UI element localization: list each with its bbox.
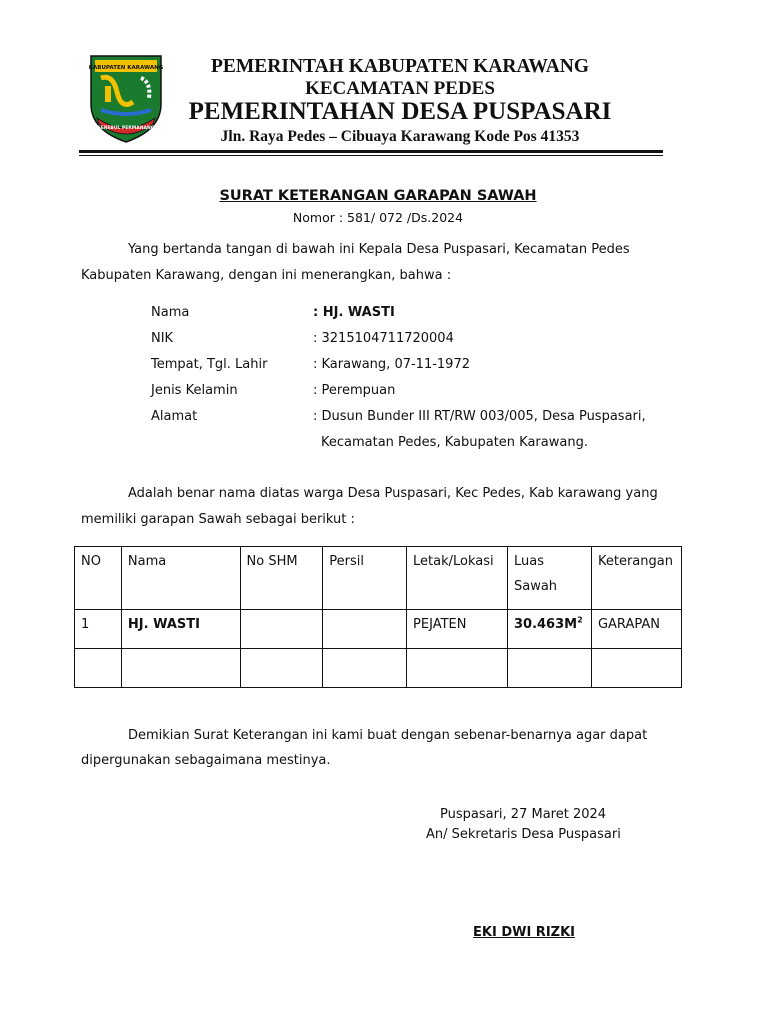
land-area-value: 30.463M <box>513 617 578 632</box>
table-cell <box>75 649 122 688</box>
table-header-luas: Luas <box>513 554 544 569</box>
closing-line-1: Demikian Surat Keterangan ini kami buat dengan sebenar-benarnya agar dapat <box>128 728 648 743</box>
table-cell <box>240 649 323 688</box>
closing-line-2: dipergunakan sebagaimana mestinya. <box>81 753 331 768</box>
intro-paragraph-line-2: Kabupaten Karawang, dengan ini menerangkan, bahwa : <box>81 268 452 283</box>
table-cell <box>323 610 407 649</box>
identity-value-gender: : Perempuan <box>313 383 396 398</box>
identity-label-address: Alamat <box>151 409 198 424</box>
table-header-cell: Persil <box>323 547 407 610</box>
table-header-row <box>75 547 682 610</box>
svg-text:SEREBUL PERMANANG: SEREBUL PERMANANG <box>97 126 155 131</box>
table-cell <box>507 649 591 688</box>
table-header-cell: No SHM <box>240 547 323 610</box>
regency-emblem-logo <box>87 52 165 144</box>
identity-label-name: Nama <box>151 305 190 320</box>
identity-value-name: : HJ. WASTI <box>313 305 395 320</box>
table-header-cell <box>507 547 591 610</box>
identity-value-address: : Dusun Bunder III RT/RW 003/005, Desa Puspasari, <box>313 409 646 424</box>
letterhead-village: PEMERINTAHAN DESA PUSPASARI <box>188 98 612 125</box>
table-cell: GARAPAN <box>591 610 681 649</box>
letterhead-government: PEMERINTAH KABUPATEN KARAWANG <box>210 56 590 77</box>
intro-paragraph-line-1: Yang bertanda tangan di bawah ini Kepala Desa Puspasari, Kecamatan Pedes <box>128 242 630 257</box>
signature-place-date: Puspasari, 27 Maret 2024 <box>440 807 607 822</box>
table-cell <box>407 649 508 688</box>
document-number: Nomor : 581/ 072 /Ds.2024 <box>292 210 464 225</box>
identity-label-birth: Tempat, Tgl. Lahir <box>151 357 268 372</box>
identity-value-nik: : 3215104711720004 <box>313 331 454 346</box>
table-cell: 1 <box>75 610 122 649</box>
identity-label-nik: NIK <box>151 331 174 346</box>
identity-value-address-cont: Kecamatan Pedes, Kabupaten Karawang. <box>321 435 588 450</box>
statement-line-2: memiliki garapan Sawah sebagai berikut : <box>81 512 355 527</box>
table-cell: PEJATEN <box>407 610 508 649</box>
land-area-unit-superscript: 2 <box>577 615 583 625</box>
signatory-name: EKI DWI RIZKI <box>473 925 575 940</box>
table-header-cell: Nama <box>121 547 240 610</box>
table-cell: HJ. WASTI <box>121 610 240 649</box>
identity-label-gender: Jenis Kelamin <box>151 383 238 398</box>
identity-value-birth: : Karawang, 07-11-1972 <box>313 357 470 372</box>
letterhead-divider-thin <box>79 155 663 156</box>
land-table <box>74 546 682 688</box>
letterhead-divider-thick <box>79 150 663 153</box>
table-header-cell: Keterangan <box>591 547 681 610</box>
table-cell <box>121 649 240 688</box>
svg-text:KABUPATEN KARAWANG: KABUPATEN KARAWANG <box>88 65 164 71</box>
table-row <box>75 610 682 649</box>
table-cell <box>323 649 407 688</box>
table-header-sawah: Sawah <box>513 579 558 594</box>
document-title: SURAT KETERANGAN GARAPAN SAWAH <box>219 188 537 204</box>
letterhead-address: Jln. Raya Pedes – Cibuaya Karawang Kode Pos 41353 <box>220 128 580 145</box>
table-cell <box>591 649 681 688</box>
letterhead-subdistrict: KECAMATAN PEDES <box>305 78 495 99</box>
table-header-cell: NO <box>75 547 122 610</box>
table-cell <box>240 610 323 649</box>
statement-line-1: Adalah benar nama diatas warga Desa Puspasari, Kec Pedes, Kab karawang yang <box>128 486 658 501</box>
table-cell <box>507 610 591 649</box>
table-row <box>75 649 682 688</box>
table-header-cell: Letak/Lokasi <box>407 547 508 610</box>
signature-role: An/ Sekretaris Desa Puspasari <box>426 827 621 842</box>
